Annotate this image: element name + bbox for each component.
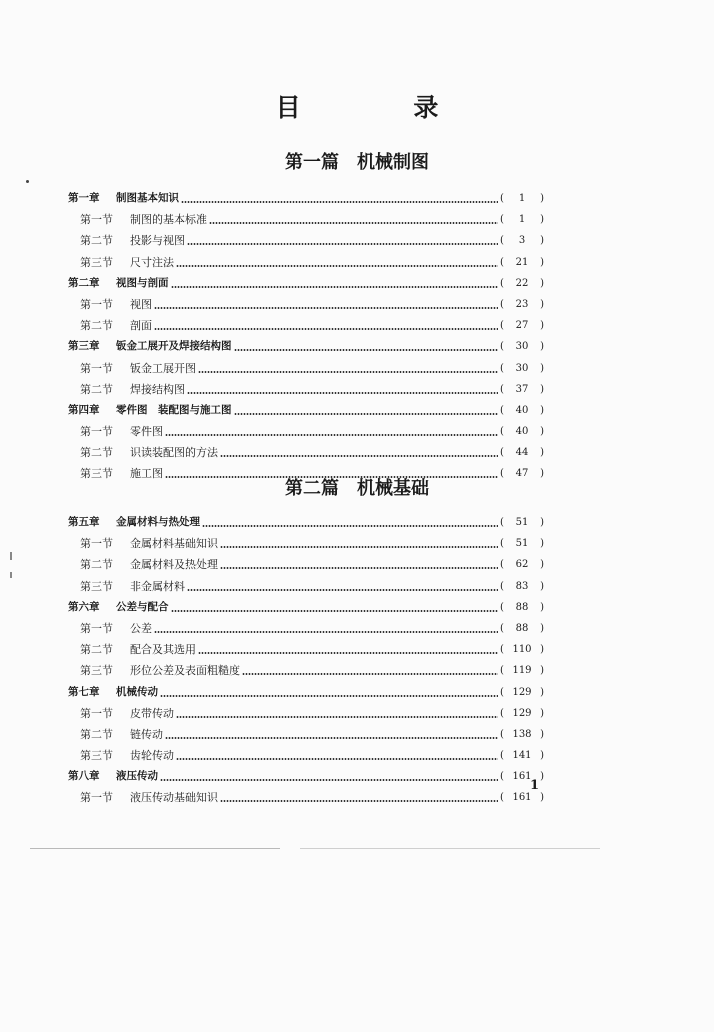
scan-line xyxy=(300,848,600,849)
leader-dots xyxy=(220,567,498,569)
leader-dots xyxy=(198,652,498,654)
page-ref: 3 xyxy=(518,235,526,247)
entry-title: 剖面 xyxy=(130,319,152,333)
entry-label: 第八章 xyxy=(68,770,100,783)
entry-label: 第一节 xyxy=(80,791,113,805)
entry-title: 金属材料与热处理 xyxy=(116,516,200,528)
entry-title: 机械传动 xyxy=(116,685,158,698)
leader-dots xyxy=(154,307,498,309)
toc-chapter-row: 第二章 视图与剖面 ( 22 ) xyxy=(68,273,544,294)
entry-title: 识读装配图的方法 xyxy=(130,446,218,460)
entry-title: 零件图 xyxy=(130,425,163,439)
page-number: 1 xyxy=(530,778,540,793)
leader-dots xyxy=(209,222,498,224)
leader-dots xyxy=(181,201,498,203)
part-label: 第一篇 xyxy=(285,152,339,173)
entry-label: 第二节 xyxy=(80,643,113,657)
entry-label: 第四章 xyxy=(68,403,100,416)
scan-speck xyxy=(10,552,12,560)
toc-list-part-2 xyxy=(68,512,544,809)
leader-dots xyxy=(165,434,498,436)
leader-dots xyxy=(154,328,498,330)
entry-title: 齿轮传动 xyxy=(130,749,174,763)
leader-dots xyxy=(187,589,498,591)
entry-title: 投影与视图 xyxy=(130,234,185,248)
entry-label: 第五章 xyxy=(68,516,100,528)
toc-section-row: 第一节 钣金工展开图 ( 30 ) xyxy=(68,358,544,379)
entry-title: 施工图 xyxy=(130,467,163,481)
toc-section-row: 第三节 非金属材料 ( 83 ) xyxy=(68,576,544,597)
toc-section-row: 第二节 投影与视图 ( 3 ) xyxy=(68,230,544,251)
page-ref: 110 xyxy=(512,644,532,656)
entry-label: 第六章 xyxy=(68,600,100,613)
toc-section-row: 第二节 识读装配图的方法 ( 44 ) xyxy=(68,442,544,463)
leader-dots xyxy=(198,371,498,373)
entry-label: 第一节 xyxy=(80,425,113,439)
leader-dots xyxy=(160,779,498,781)
leader-dots xyxy=(160,695,498,697)
entry-label: 第二节 xyxy=(80,727,113,741)
toc-section-row: 第二节 金属材料及热处理 ( 62 ) xyxy=(68,554,544,575)
toc-section-row: 第一节 公差 ( 88 ) xyxy=(68,618,544,639)
page-ref: 141 xyxy=(512,750,532,762)
page-ref: 27 xyxy=(515,320,529,332)
part-label: 第二篇 xyxy=(285,478,339,499)
leader-dots xyxy=(165,737,498,739)
entry-title: 金属材料基础知识 xyxy=(130,537,218,551)
leader-dots xyxy=(234,413,498,415)
leader-dots xyxy=(176,716,498,718)
toc-section-row: 第三节 施工图 ( 47 ) xyxy=(68,463,544,484)
leader-dots xyxy=(234,349,498,351)
entry-label: 第二节 xyxy=(80,382,113,396)
scan-speck xyxy=(26,180,29,183)
toc-section-row: 第三节 形位公差及表面粗糙度 ( 119 ) xyxy=(68,660,544,681)
toc-section-row: 第二节 焊接结构图 ( 37 ) xyxy=(68,379,544,400)
page-ref: 47 xyxy=(515,468,529,480)
entry-title: 制图的基本标准 xyxy=(130,213,207,227)
toc-chapter-row: 第八章 液压传动 ( 161 ) xyxy=(68,766,544,787)
page-ref: 119 xyxy=(512,665,532,677)
leader-dots xyxy=(176,758,498,760)
page-title: 目 录 xyxy=(275,93,491,122)
toc-chapter-row: 第六章 公差与配合 ( 88 ) xyxy=(68,597,544,618)
toc-chapter-row: 第七章 机械传动 ( 129 ) xyxy=(68,682,544,703)
leader-dots xyxy=(171,610,498,612)
toc-section-row: 第二节 剖面 ( 27 ) xyxy=(68,315,544,336)
leader-dots xyxy=(220,546,498,548)
page-ref: 23 xyxy=(515,298,529,310)
entry-label: 第一章 xyxy=(68,192,100,204)
entry-title: 非金属材料 xyxy=(130,579,185,593)
page-ref: 40 xyxy=(515,404,529,416)
entry-title: 配合及其选用 xyxy=(130,643,196,657)
entry-title: 视图 xyxy=(130,297,152,311)
entry-label: 第二章 xyxy=(68,276,100,289)
entry-label: 第二节 xyxy=(80,234,113,248)
entry-title: 焊接结构图 xyxy=(130,382,185,396)
entry-title: 液压传动 xyxy=(116,770,158,783)
entry-label: 第一节 xyxy=(80,213,113,227)
entry-title: 钣金工展开图 xyxy=(130,361,196,375)
entry-label: 第七章 xyxy=(68,685,100,698)
entry-label: 第三节 xyxy=(80,664,113,678)
toc-section-row: 第一节 制图的基本标准 ( 1 ) xyxy=(68,209,544,230)
entry-label: 第三节 xyxy=(80,749,113,763)
entry-title: 钣金工展开及焊接结构图 xyxy=(116,340,232,353)
toc-section-row: 第一节 液压传动基础知识 ( 161 ) xyxy=(68,787,544,808)
page-ref: 21 xyxy=(515,256,529,268)
toc-section-row: 第一节 视图 ( 23 ) xyxy=(68,294,544,315)
entry-label: 第二节 xyxy=(80,446,113,460)
leader-dots xyxy=(220,455,498,457)
page-ref: 161 xyxy=(512,792,532,804)
leader-dots xyxy=(171,286,498,288)
page-ref: 22 xyxy=(515,277,529,289)
entry-title: 零件图 装配图与施工图 xyxy=(116,403,232,416)
toc-chapter-row: 第三章 钣金工展开及焊接结构图 ( 30 ) xyxy=(68,336,544,357)
toc-section-row: 第一节 皮带传动 ( 129 ) xyxy=(68,703,544,724)
page-ref: 30 xyxy=(515,362,529,374)
toc-section-row: 第三节 齿轮传动 ( 141 ) xyxy=(68,745,544,766)
page-ref: 129 xyxy=(512,686,532,698)
toc-chapter-row: 第四章 零件图 装配图与施工图 ( 40 ) xyxy=(68,400,544,421)
entry-title: 公差与配合 xyxy=(116,600,169,613)
page-ref: 51 xyxy=(515,517,529,528)
scan-line xyxy=(30,848,280,849)
leader-dots xyxy=(187,243,498,245)
leader-dots xyxy=(187,392,498,394)
leader-dots xyxy=(154,631,498,633)
page-ref: 88 xyxy=(515,601,529,613)
page-ref: 161 xyxy=(512,771,532,783)
page-ref: 37 xyxy=(515,383,529,395)
entry-title: 制图基本知识 xyxy=(116,192,179,204)
part-title-2 xyxy=(0,474,714,500)
page-ref: 30 xyxy=(515,341,529,353)
page-ref: 129 xyxy=(512,707,532,719)
leader-dots xyxy=(202,525,498,527)
entry-label: 第三节 xyxy=(80,467,113,481)
scan-speck xyxy=(10,572,12,578)
entry-label: 第三节 xyxy=(80,579,113,593)
page-ref: 138 xyxy=(512,728,532,740)
leader-dots xyxy=(220,800,498,802)
entry-label: 第一节 xyxy=(80,361,113,375)
entry-title: 尺寸注法 xyxy=(130,255,174,269)
entry-label: 第三节 xyxy=(80,255,113,269)
toc-section-row: 第一节 金属材料基础知识 ( 51 ) xyxy=(68,533,544,554)
page-ref: 1 xyxy=(518,214,526,226)
entry-label: 第一节 xyxy=(80,706,113,720)
entry-label: 第一节 xyxy=(80,297,113,311)
entry-title: 形位公差及表面粗糙度 xyxy=(130,664,240,678)
toc-chapter-row: 第一章 制图基本知识 ( 1 ) xyxy=(68,188,544,209)
toc-list-part-1 xyxy=(68,188,544,485)
entry-title: 皮带传动 xyxy=(130,706,174,720)
toc-section-row: 第一节 零件图 ( 40 ) xyxy=(68,421,544,442)
entry-label: 第二节 xyxy=(80,558,113,572)
page-ref: 83 xyxy=(515,580,529,592)
toc-section-row: 第二节 配合及其选用 ( 110 ) xyxy=(68,639,544,660)
page-ref: 62 xyxy=(515,559,529,571)
page-ref: 88 xyxy=(515,622,529,634)
entry-title: 视图与剖面 xyxy=(116,276,169,289)
part-name: 机械制图 xyxy=(357,152,429,173)
leader-dots xyxy=(176,265,498,267)
page-ref: 1 xyxy=(518,193,526,204)
page-ref: 51 xyxy=(515,538,529,550)
entry-title: 金属材料及热处理 xyxy=(130,558,218,572)
entry-title: 链传动 xyxy=(130,727,163,741)
leader-dots xyxy=(242,673,498,675)
entry-label: 第二节 xyxy=(80,319,113,333)
part-name: 机械基础 xyxy=(357,478,429,499)
entry-title: 公差 xyxy=(130,621,152,635)
entry-title: 液压传动基础知识 xyxy=(130,791,218,805)
entry-label: 第一节 xyxy=(80,621,113,635)
toc-section-row: 第二节 链传动 ( 138 ) xyxy=(68,724,544,745)
toc-section-row: 第三节 尺寸注法 ( 21 ) xyxy=(68,252,544,273)
entry-label: 第一节 xyxy=(80,537,113,551)
part-title-1 xyxy=(0,148,714,174)
page-ref: 40 xyxy=(515,426,529,438)
toc-chapter-row: 第五章 金属材料与热处理 ( 51 ) xyxy=(68,512,544,533)
entry-label: 第三章 xyxy=(68,340,100,353)
page-ref: 44 xyxy=(515,447,529,459)
